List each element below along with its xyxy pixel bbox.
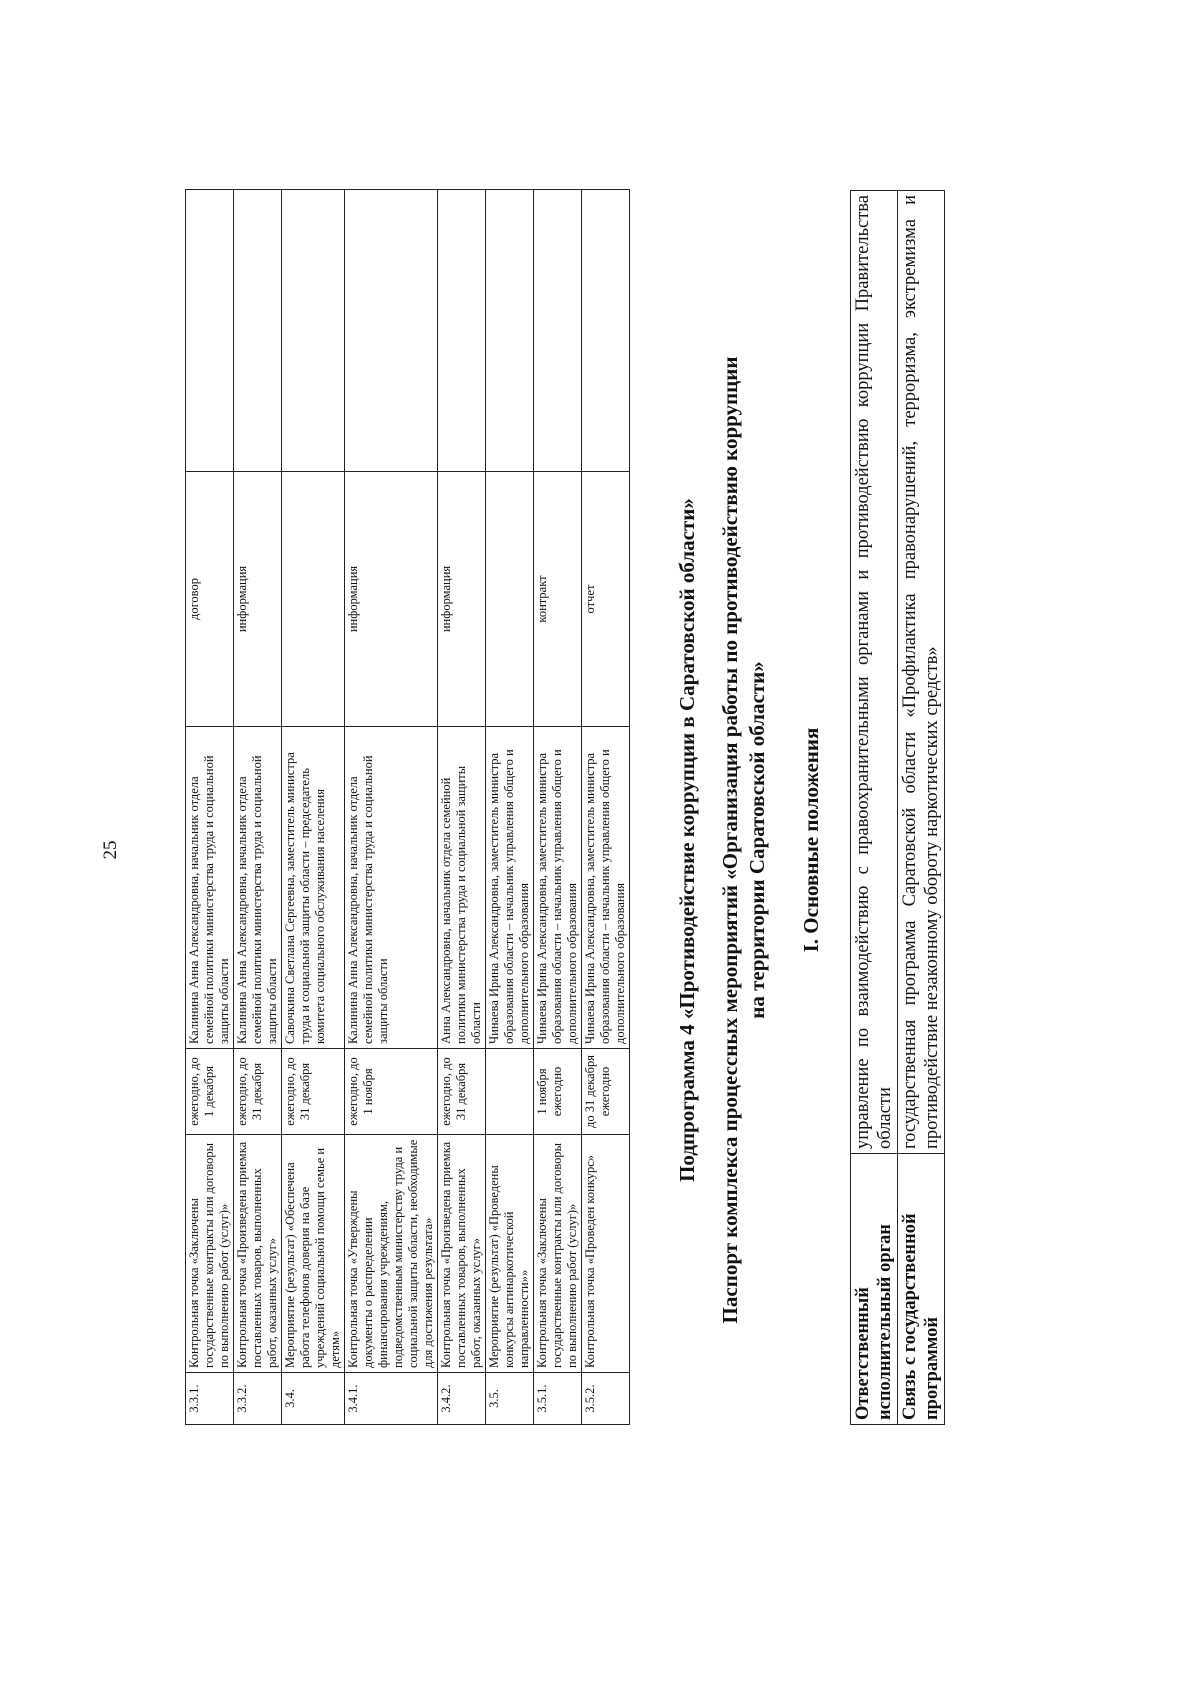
row-responsible: Савочкина Светлана Сергеевна, заместитель министра труда и социальной защиты области – председатель комитета социального обслуживания населения [282, 727, 345, 1049]
table-row [582, 190, 630, 1425]
row-term: до 31 декабря ежегодно [582, 1049, 630, 1135]
row-term: ежегодно, до 31 декабря [282, 1049, 345, 1135]
table-row [282, 190, 345, 1425]
row-system [438, 190, 486, 472]
page-number: 25 [100, 840, 121, 860]
table-row [186, 190, 234, 1425]
passport-value: государственная программа Саратовской области «Профилактика правонарушений, терроризма, экстремизма и противодействие незаконному обороту наркотических средств» [898, 191, 945, 1154]
row-result: контракт [534, 472, 582, 727]
row-number: 3.4.1. [345, 1373, 438, 1425]
passport-label: Связь с государственной программой [898, 1154, 945, 1425]
rotated-landscape-sheet [95, 135, 995, 1545]
row-number: 3.5.1. [534, 1373, 582, 1425]
passport-label: Ответственный исполнительный орган [851, 1154, 898, 1425]
section-heading: I. Основные положения [799, 727, 823, 953]
row-measure: Контрольная точка «Утверждены документы о распределении финансирования учреждениям, подведомственным министерству труда и социальной защиты области, необходимые для достижения результата» [345, 1135, 438, 1373]
row-measure: Контрольная точка «Заключены государственные контракты или договоры по выполнению работ (услуг)» [534, 1135, 582, 1373]
row-system [282, 190, 345, 472]
row-term: ежегодно, до 31 декабря [438, 1049, 486, 1135]
row-result: информация [345, 472, 438, 727]
row-responsible: Чинаева Ирина Александровна, заместитель министра образования области – начальник управления общего и дополнительного образования [534, 727, 582, 1049]
row-term: ежегодно, до 1 декабря [186, 1049, 234, 1135]
row-number: 3.4. [282, 1373, 345, 1425]
row-system [345, 190, 438, 472]
row-measure: Контрольная точка «Произведена приемка поставленных товаров, выполненных работ, оказанных услуг» [234, 1135, 282, 1373]
row-result: информация [438, 472, 486, 727]
passport-heading [717, 135, 771, 1545]
passport-value: управление по взаимодействию с правоохранительными органами и противодействию коррупции Правительства области [851, 191, 898, 1154]
row-responsible: Калинина Анна Александровна, начальник отдела семейной политики министерства труда и социальной защиты области [234, 727, 282, 1049]
row-term: ежегодно, до 31 декабря [234, 1049, 282, 1135]
row-number: 3.5. [486, 1373, 534, 1425]
table-row [534, 190, 582, 1425]
row-term: 1 ноября ежегодно [534, 1049, 582, 1135]
passport-row [851, 191, 898, 1425]
row-system [534, 190, 582, 472]
row-responsible: Калинина Анна Александровна, начальник отдела семейной политики министерства труда и социальной защиты области [345, 727, 438, 1049]
row-responsible: Чинаева Ирина Александровна, заместитель министра образования области – начальник управления общего и дополнительного образования [582, 727, 630, 1049]
row-responsible: Чинаева Ирина Александровна, заместитель министра образования области – начальник управления общего и дополнительного образования [486, 727, 534, 1049]
row-result: информация [234, 472, 282, 727]
row-number: 3.3.2. [234, 1373, 282, 1425]
row-system [582, 190, 630, 472]
subprogram-heading: Подпрограмма 4 «Противодействие коррупции в Саратовской области» [675, 498, 699, 1182]
table-row [486, 190, 534, 1425]
row-responsible: Анна Александровна, начальник отдела семейной политики министерства труда и социальной защиты области [438, 727, 486, 1049]
row-measure: Контрольная точка «Проведен конкурс» [582, 1135, 630, 1373]
row-system [486, 190, 534, 472]
passport-heading-line-2: на территории Саратовской области» [745, 661, 769, 1019]
row-term [486, 1049, 534, 1135]
passport-row [898, 191, 945, 1425]
row-measure: Контрольная точка «Заключены государственные контракты или договоры по выполнению работ (услуг)» [186, 1135, 234, 1373]
row-result [486, 472, 534, 727]
row-result: договор [186, 472, 234, 727]
row-measure: Мероприятие (результат) «Обеспечена работа телефонов доверия на базе учреждений социальной помощи семье и детям» [282, 1135, 345, 1373]
row-number: 3.5.2. [582, 1373, 630, 1425]
row-responsible: Калинина Анна Александровна, начальник отдела семейной политики министерства труда и социальной защиты области [186, 727, 234, 1049]
measures-table [185, 189, 630, 1425]
row-system [186, 190, 234, 472]
table-row [345, 190, 438, 1425]
row-term: ежегодно, до 1 ноября [345, 1049, 438, 1135]
passport-heading-line-1: Паспорт комплекса процессных мероприятий «Организация работы по противодействию коррупции [718, 356, 742, 1324]
passport-table [850, 190, 945, 1425]
row-measure: Контрольная точка «Произведена приемка поставленных товаров, выполненных работ, оказанных услуг» [438, 1135, 486, 1373]
row-measure: Мероприятие (результат) «Проведены конкурсы антинаркотической направленности»» [486, 1135, 534, 1373]
row-number: 3.3.1. [186, 1373, 234, 1425]
row-result: отчет [582, 472, 630, 727]
row-result [282, 472, 345, 727]
table-row [234, 190, 282, 1425]
table-row [438, 190, 486, 1425]
row-number: 3.4.2. [438, 1373, 486, 1425]
row-system [234, 190, 282, 472]
